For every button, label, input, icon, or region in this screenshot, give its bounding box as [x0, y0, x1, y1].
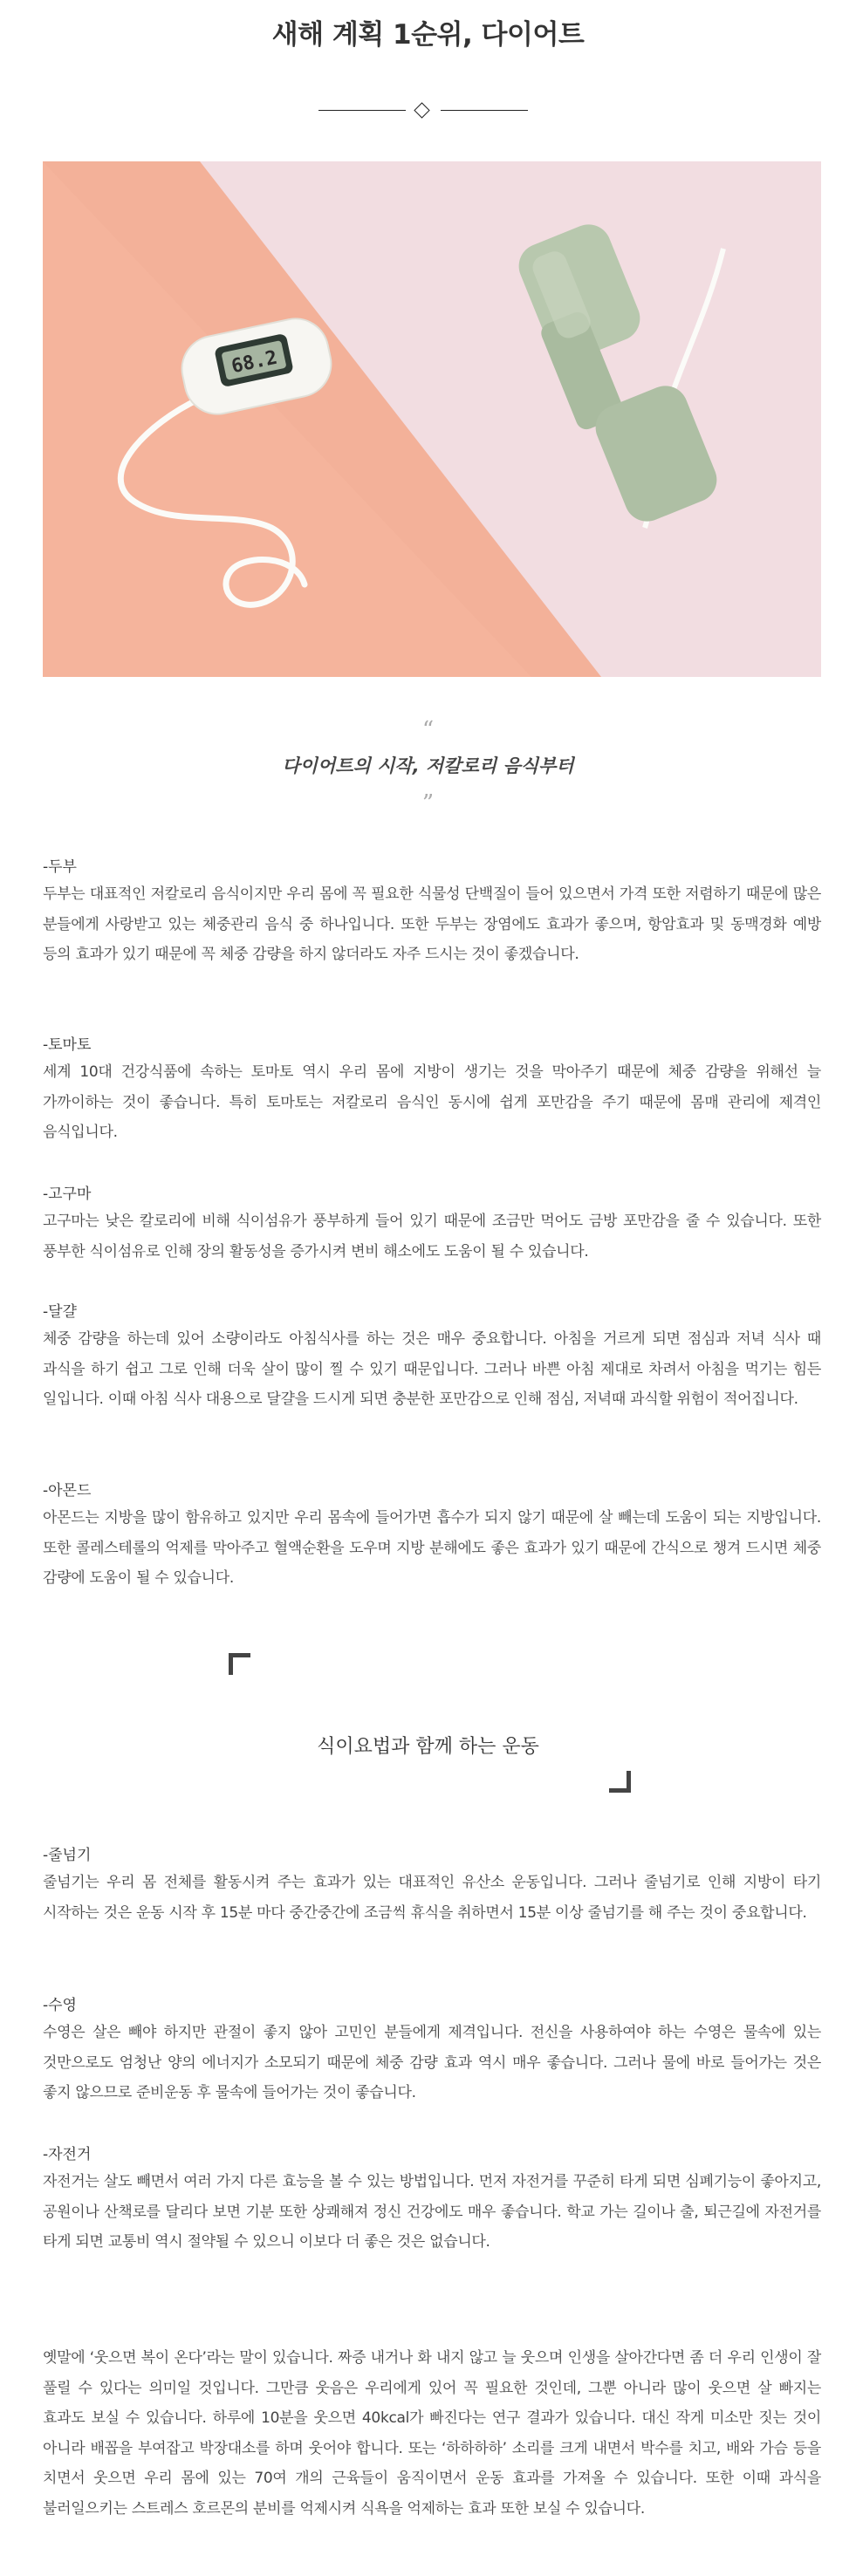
bracket-bottom-right-icon: [609, 1771, 631, 1793]
food-block-tofu: [43, 855, 821, 970]
exercise-block-jump-rope: [43, 1843, 821, 1928]
hero-illustration: [43, 161, 821, 677]
divider-line-right: [441, 110, 528, 111]
food-body: 아몬드는 지방을 많이 함유하고 있지만 우리 몸속에 들어가면 흡수가 되지 않기 때문에 살 빼는데 도움이 되는 지방입니다. 또한 콜레스테롤의 억제를 막아주고 혈액순환을 도우며 지방 분해에도 좋은 효과가 있기 때문에 간식으로 챙겨 드시면 체중 감량에 도움이 될 수 있습니다.: [43, 1509, 822, 1587]
quote-open-icon: “: [421, 717, 435, 743]
exercise-heading: -자전거: [43, 2146, 92, 2163]
divider-diamond-icon: [414, 102, 429, 118]
exercise-body: 수영은 살은 빼야 하지만 관절이 좋지 않아 고민인 분들에게 제격입니다. 전신을 사용하여야 하는 수영은 물속에 있는 것만으로도 엄청난 양의 에너지가 소모되기 때문에 체중 감량 효과 역시 매우 좋습니다. 그러나 물에 바로 들어가는 것은 좋지 않으므로 준비운동 후 물속에 들어가는 것이 좋습니다.: [43, 2024, 821, 2101]
quote-text: 다이어트의 시작, 저칼로리 음식부터: [282, 755, 574, 776]
exercise-heading: -수영: [43, 1997, 77, 2014]
pedometer-readout: 68.2: [229, 346, 280, 379]
food-block-egg: [43, 1300, 821, 1415]
exercise-heading: -줄넘기: [43, 1847, 92, 1864]
food-heading: -두부: [43, 858, 77, 876]
food-block-tomato: [43, 1033, 821, 1148]
closing-paragraph-block: [43, 2343, 821, 2524]
food-block-almond: [43, 1479, 821, 1594]
divider-line-left: [318, 110, 406, 111]
exercise-body: 줄넘기는 우리 몸 전체를 활동시켜 주는 효과가 있는 대표적인 유산소 운동입니다. 그러나 줄넘기로 인해 지방이 타기 시작하는 것은 운동 시작 후 15분 마다 중간중간에 조금씩 휴식을 취하면서 15분 이상 줄넘기를 해 주는 것이 중요합니다.: [43, 1874, 821, 1922]
title-divider: [318, 103, 528, 119]
bracket-top-left-icon: [229, 1653, 250, 1675]
exercise-block-swimming: [43, 1993, 821, 2108]
page-title: 새해 계획 1순위, 다이어트: [271, 19, 585, 51]
exercise-body: 자전거는 살도 빼면서 여러 가지 다른 효능을 볼 수 있는 방법입니다. 먼저 자전거를 꾸준히 타게 되면 심폐기능이 좋아지고, 공원이나 산책로를 달리다 보면 기분 또한 상쾌해져 정신 건강에도 매우 좋습니다. 학교 가는 길이나 출, 퇴근길에 자전거를 타게 되면 교통비 역시 절약될 수 있으니 이보다 더 좋은 것은 없습니다.: [43, 2173, 821, 2251]
exercise-block-bicycle: [43, 2142, 821, 2258]
food-block-sweet-potato: [43, 1182, 821, 1267]
food-body: 고구마는 낮은 칼로리에 비해 식이섬유가 풍부하게 들어 있기 때문에 조금만 먹어도 금방 포만감을 줄 수 있습니다. 또한 풍부한 식이섬유로 인해 장의 활동성을 증가시켜 변비 해소에도 도움이 될 수 있습니다.: [43, 1213, 821, 1261]
food-heading: -달걀: [43, 1303, 77, 1321]
food-heading: -아몬드: [43, 1482, 92, 1500]
food-body: 세계 10대 건강식품에 속하는 토마토 역시 우리 몸에 지방이 생기는 것을 막아주기 때문에 체중 감량을 위해선 늘 가까이하는 것이 좋습니다. 특히 토마토는 저칼로리 음식인 동시에 쉽게 포만감을 주기 때문에 몸매 관리에 제격인 음식입니다.: [43, 1063, 821, 1141]
food-body: 두부는 대표적인 저칼로리 음식이지만 우리 몸에 꼭 필요한 식물성 단백질이 들어 있으면서 가격 또한 저렴하기 때문에 많은 분들에게 사랑받고 있는 체중관리 음식 중 하나입니다. 또한 두부는 장염에도 효과가 좋으며, 항암효과 및 동맥경화 예방 등의 효과가 있기 때문에 꼭 체중 감량을 하지 않더라도 자주 드시는 것이 좋겠습니다.: [43, 885, 821, 963]
food-heading: -고구마: [43, 1186, 92, 1203]
food-body: 체중 감량을 하는데 있어 소량이라도 아침식사를 하는 것은 매우 중요합니다. 아침을 거르게 되면 점심과 저녁 식사 때 과식을 하기 쉽고 그로 인해 더욱 살이 많이 찔 수 있기 때문입니다. 그러나 바쁜 아침 제대로 차려서 아침을 먹기는 힘든 일입니다. 이때 아침 식사 대용으로 달걀을 드시게 되면 충분한 포만감으로 인해 점심, 저녁때 과식할 위험이 적어집니다.: [43, 1330, 821, 1408]
closing-paragraph: 옛말에 ‘웃으면 복이 온다’라는 말이 있습니다. 짜증 내거나 화 내지 않고 늘 웃으며 인생을 살아간다면 좀 더 우리 인생이 잘 풀릴 수 있다는 의미일 것입니다. 그만큼 웃음은 우리에게 있어 꼭 필요한 것인데, 그뿐 아니라 많이 웃으면 살 빠지는 효과도 보실 수 있습니다. 하루에 10분을 웃으면 40kcal가 빠진다는 연구 결과가 있습니다. 대신 작게 미소만 짓는 것이 아니라 배꼽을 부여잡고 박장대소를 하며 웃어야 합니다. 또는 ‘하하하하’ 소리를 크게 내면서 박수를 치고, 배와 가슴 등을 치면서 웃으면 우리 몸에 있는 70여 개의 근육들이 움직이면서 운동 효과를 가져올 수 있습니다. 또한 이때 과식을 불러일으키는 스트레스 호르몬의 분비를 억제시켜 식욕을 억제하는 효과 또한 보실 수 있습니다.: [43, 2349, 821, 2518]
hero-image: [43, 161, 821, 677]
food-heading: -토마토: [43, 1036, 92, 1054]
section-title: 식이요법과 함께 하는 운동: [317, 1736, 539, 1758]
quote-close-icon: ”: [421, 790, 435, 817]
